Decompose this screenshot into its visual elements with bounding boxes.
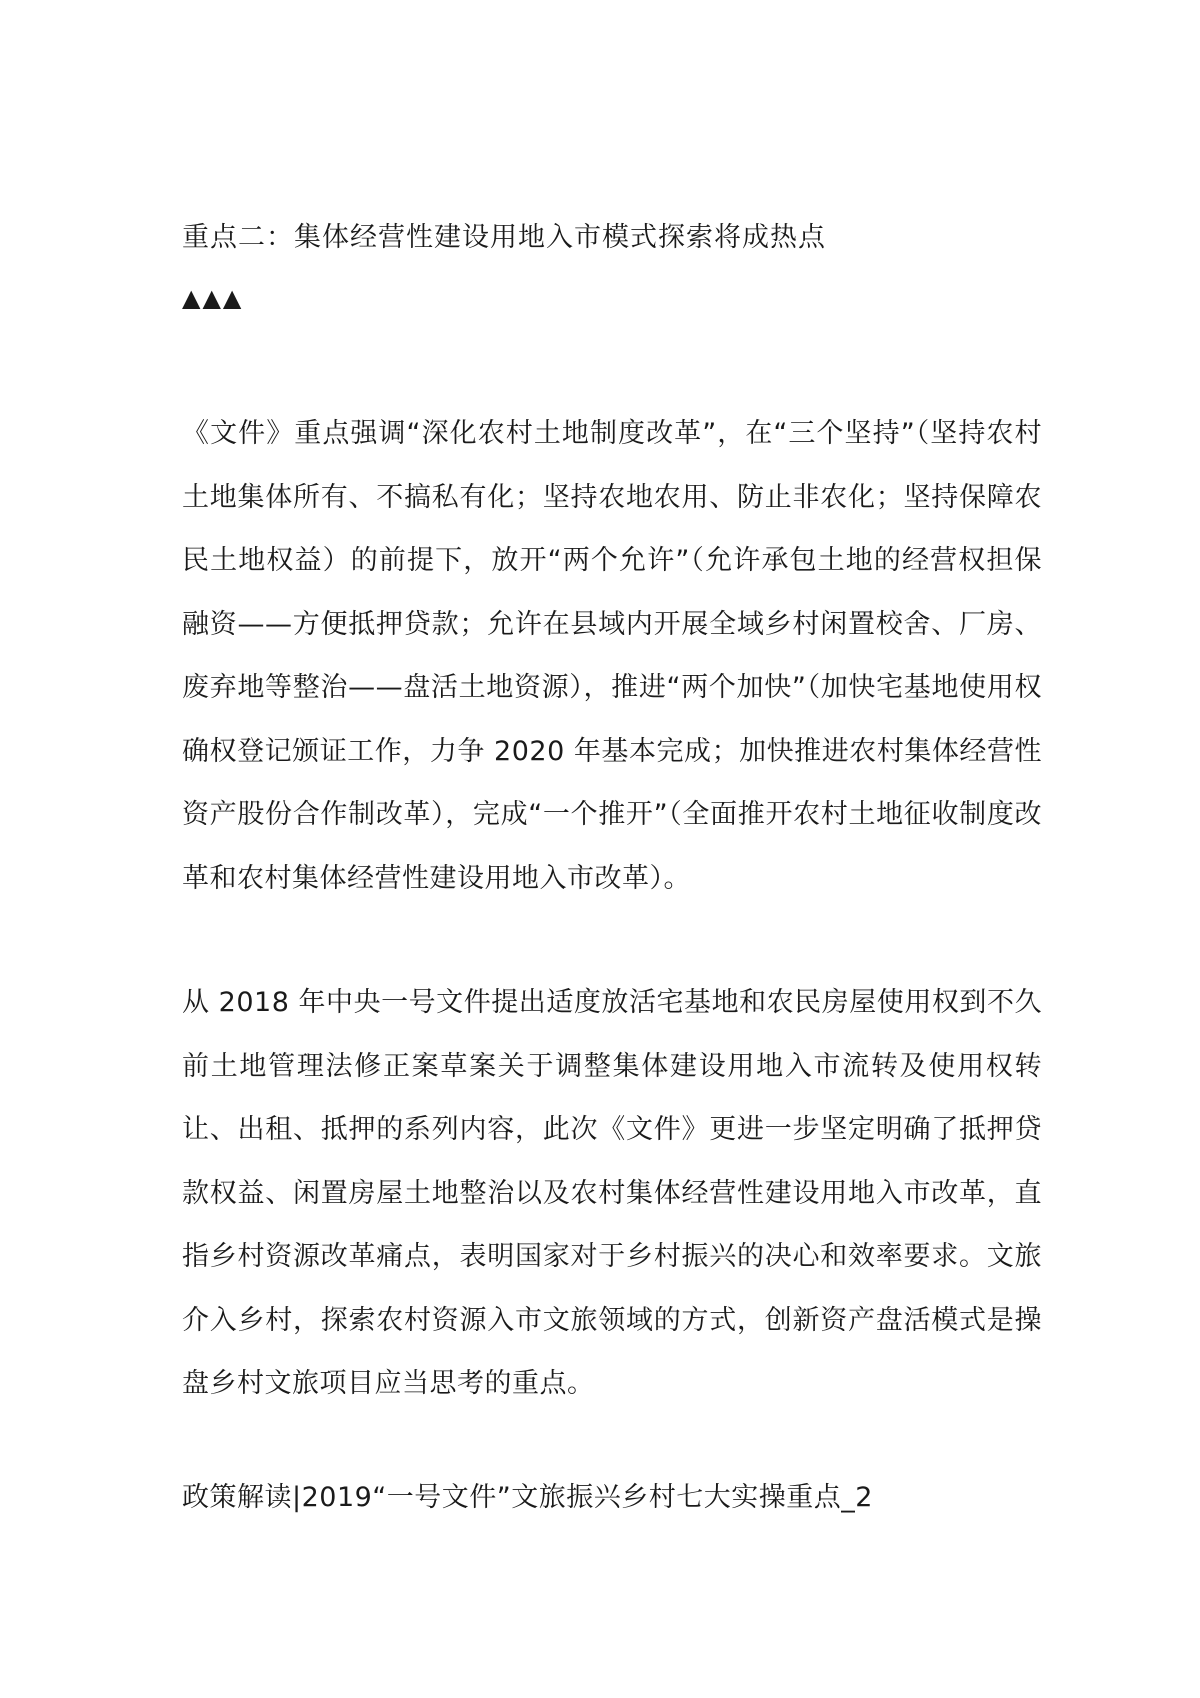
body-paragraph-1: 《文件》重点强调“深化农村土地制度改革”，在“三个坚持”（坚持农村土地集体所有、不搞私有化；坚持农地农用、防止非农化；坚持保障农民土地权益）的前提下，放开“两个允许”（允许承包土地的经营权担保融资——方便抵押贷款；允许在县域内开展全域乡村闲置校舍、厂房、废弃地等整治——盘活土地资源），推进“两个加快”（加快宅基地使用权确权登记颁证工作，力争 2020 年基本完成；加快推进农村集体经营性资产股份合作制改革），完成“一个推开”（全面推开农村土地征收制度改革和农村集体经营性建设用地入市改革）。 [182, 418, 1042, 894]
related-article-link[interactable]: 政策解读|2019“一号文件”文旅振兴乡村七大实操重点_2 [182, 1482, 873, 1513]
triangle-decoration: ▲▲▲ [182, 284, 244, 312]
body-paragraph-2: 从 2018 年中央一号文件提出适度放活宅基地和农民房屋使用权到不久前土地管理法修正案草案关于调整集体建设用地入市流转及使用权转让、出租、抵押的系列内容，此次《文件》更进一步坚定明确了抵押贷款权益、闲置房屋土地整治以及农村集体经营性建设用地入市改革，直指乡村资源改革痛点，表明国家对于乡村振兴的决心和效率要求。文旅介入乡村，探索农村资源入市文旅领域的方式，创新资产盘活模式是操盘乡村文旅项目应当思考的重点。 [182, 987, 1042, 1399]
section-heading: 重点二：集体经营性建设用地入市模式探索将成热点 [182, 222, 826, 253]
